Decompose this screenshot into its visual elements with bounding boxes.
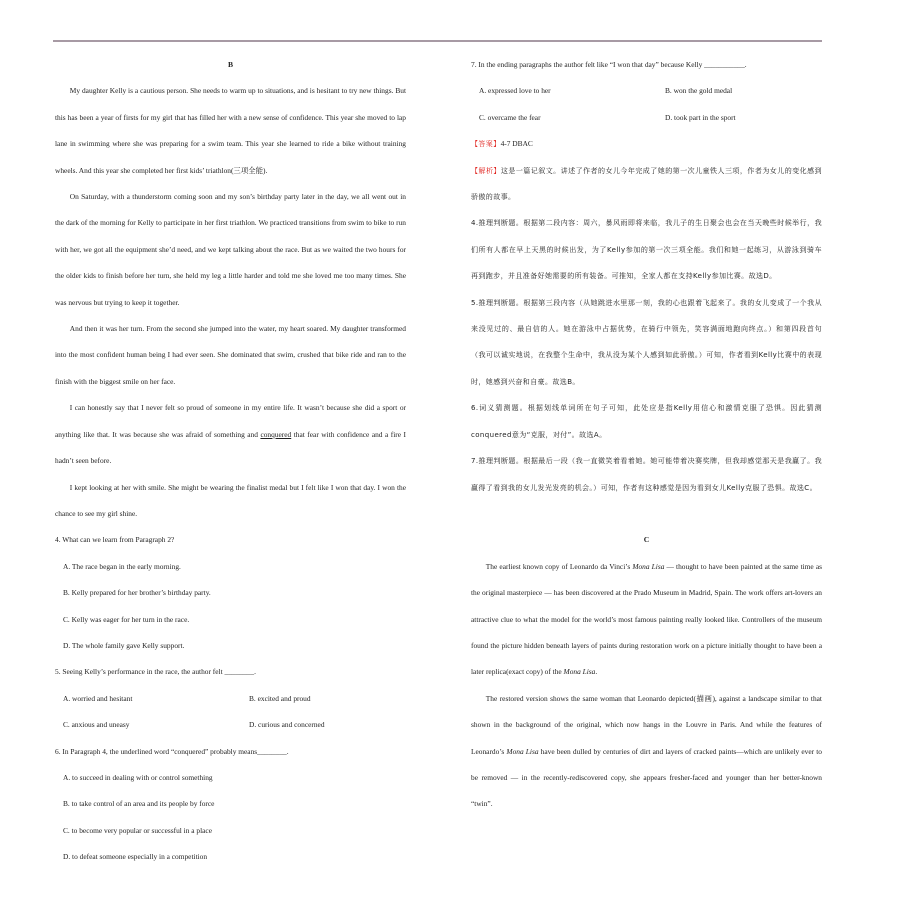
question-6-option-d: D. to defeat someone especially in a competition [63, 852, 208, 862]
question-5-option-c: C. anxious and uneasy [63, 720, 130, 730]
question-5-option-b: B. excited and proud [249, 693, 311, 703]
answer-tag: 【答案】 [471, 140, 501, 149]
passage-c-title: C [643, 535, 650, 545]
question-6-option-a: A. to succeed in dealing with or control something [63, 772, 213, 782]
right-column [471, 52, 822, 818]
section-spacer [471, 501, 822, 527]
header-rule [53, 40, 822, 42]
left-column [55, 52, 406, 871]
artwork-title: Mona Lisa [632, 561, 665, 571]
question-7-option-d: D. took part in the sport [665, 112, 736, 122]
analysis-item-6: 6.词义猜测题。根据划线单词所在句子可知，此处应是指Kelly用信心和激情克服了恐惧。因此猜测conquered意为“克服，对付”。故选A。 [471, 404, 822, 439]
question-5-stem: 5. Seeing Kelly’s performance in the race, the author felt ________. [55, 667, 256, 677]
question-5-options [55, 686, 406, 739]
question-6-option-b: B. to take control of an area and its people by force [63, 799, 215, 809]
question-7-options [471, 78, 822, 131]
question-7-option-b: B. won the gold medal [665, 86, 733, 96]
para4-text-after: that fear with confidence and a fire I hadn’t seen before. [55, 429, 406, 466]
analysis-intro-text: 这是一篇记叙文。讲述了作者的女儿今年完成了她的第一次儿童铁人三项，作者为女儿的变化感到骄傲的故事。 [471, 166, 822, 202]
passage-c-paragraph-2 [471, 686, 822, 818]
question-7-stem: 7. In the ending paragraphs the author felt like “I won that day” because Kelly ___________. [471, 60, 747, 69]
question-4-option-a: A. The race began in the early morning. [63, 561, 181, 571]
answer-line [471, 131, 822, 157]
p1-text-b: — thought to have been painted at the same time as the original masterpiece — has been discovered at the Prado Museum in Madrid, Spain. The work offers art-lovers an attractive clue to what the model for the world’s most famous painting really looked like. Controllers of the museum found the picture hidden beneath layers of paints during restoration work on a picture initially thought to have been a later replica(exact copy) of the [471, 561, 822, 677]
para4-text-before: I can honestly say that I never felt so proud of someone in my entire life. It wasn’t because she did a sport or anything like that. It was because she was afraid of something and [55, 403, 406, 439]
p2-text-a: The restored version shows the same woman that Leonardo depicted(描画), against a landscape similar to that shown in the background of the original, which now hangs in the Louvre in Paris. And while the features of Leonardo’s [471, 693, 822, 756]
p1-text-c: . [595, 667, 598, 677]
analysis-tag: 【解析】 [471, 166, 501, 175]
artwork-title: Mona Lisa [506, 746, 539, 756]
underlined-word-conquered: conquered [260, 429, 292, 439]
artwork-title: Mona Lisa [563, 667, 596, 677]
question-4-stem: 4. What can we learn from Paragraph 2? [55, 535, 175, 545]
answer-text: 4-7 DBAC [500, 139, 533, 149]
passage-b-paragraph-4 [55, 395, 406, 474]
passage-b-paragraph-3: And then it was her turn. From the second she jumped into the water, my heart soared. My daughter transformed into the most confident human being I had ever seen. She dominated that swim, crushed that bike ride and ran to the finish with the biggest smile on her face. [55, 324, 406, 386]
passage-b-paragraph-5: I kept looking at her with smile. She might be wearing the finalist medal but I felt like I won that day. I won the chance to see my girl shine. [55, 482, 406, 518]
question-4-option-c: C. Kelly was eager for her turn in the race. [63, 614, 190, 624]
analysis-intro [471, 158, 822, 211]
analysis-item-4: 4.推理判断题。根据第二段内容：周六，暴风雨即将来临，我儿子的生日聚会也会在当天晚些时候举行，我们所有人都在早上天黑的时候出发，为了Kelly参加的第一次三项全能。我们和她一起练习，从游泳到骑车再到跑步，并且准备好她需要的所有装备。可推知，全家人都在支持Kelly参加比赛。故选D。 [471, 219, 822, 281]
question-6-option-c: C. to become very popular or successful in a place [63, 825, 212, 835]
passage-b-title: B [227, 60, 234, 69]
question-4-option-b: B. Kelly prepared for her brother’s birthday party. [63, 588, 211, 598]
p1-text-a: The earliest known copy of Leonardo da Vinci’s [485, 561, 633, 571]
question-7-option-c: C. overcame the fear [479, 112, 541, 122]
passage-b-paragraph-1: My daughter Kelly is a cautious person. She needs to warm up to situations, and is hesitant to try new things. But this has been a year of firsts for my girl that has filled her with a new sense of confidence. This year she moved to lap lane in swimming where she was preparing for a swim team. This year she learned to ride a bike without training wheels. And this year she completed her first kids’ triathlon(三项全能). [55, 86, 406, 175]
question-4-option-d: D. The whole family gave Kelly support. [63, 640, 185, 650]
question-7-option-a: A. expressed love to her [479, 86, 551, 96]
analysis-item-7: 7.推理判断题。根据最后一段（我一直微笑着看着她。她可能带着决赛奖牌，但我却感觉那天是我赢了。我赢得了看到我的女儿发光发亮的机会。）可知，作者有这种感觉是因为看到女儿Kelly克服了恐惧。故选C。 [471, 457, 822, 492]
question-5-option-a: A. worried and hesitant [63, 693, 133, 703]
analysis-item-5: 5.推理判断题。根据第三段内容（从她跳进水里那一刻，我的心也跟着飞起来了。我的女儿变成了一个我从来没见过的、最自信的人。她在游泳中占据优势，在骑行中领先，笑容满面地跑向终点。）和第四段首句（我可以诚实地说，在我整个生命中，我从没为某个人感到如此骄傲。）可知，作者看到Kelly比赛中的表现时，她感到兴奋和自豪。故选B。 [471, 298, 822, 386]
question-6-stem: 6. In Paragraph 4, the underlined word “conquered” probably means________. [55, 746, 289, 756]
p2-text-b: have been dulled by centuries of dirt and layers of cracked paints—which are unlikely ever to be removed — in the recently-rediscovered copy, she appears fresher-faced and younger than her better-known “twin”. [471, 746, 822, 809]
passage-c-paragraph-1 [471, 554, 822, 686]
question-5-option-d: D. curious and concerned [249, 720, 325, 730]
passage-b-paragraph-2: On Saturday, with a thunderstorm coming soon and my son’s birthday party later in the day, we all went out in the dark of the morning for Kelly to participate in her first triathlon. We practiced transitions from swim to bike to run with her, we got all the equipment she’d need, and we kept talking about the race. But as we waited the two hours for the older kids to finish before her turn, she held my leg a little harder and told me she loved me too many times. She was nervous but trying to keep it together. [55, 192, 406, 307]
